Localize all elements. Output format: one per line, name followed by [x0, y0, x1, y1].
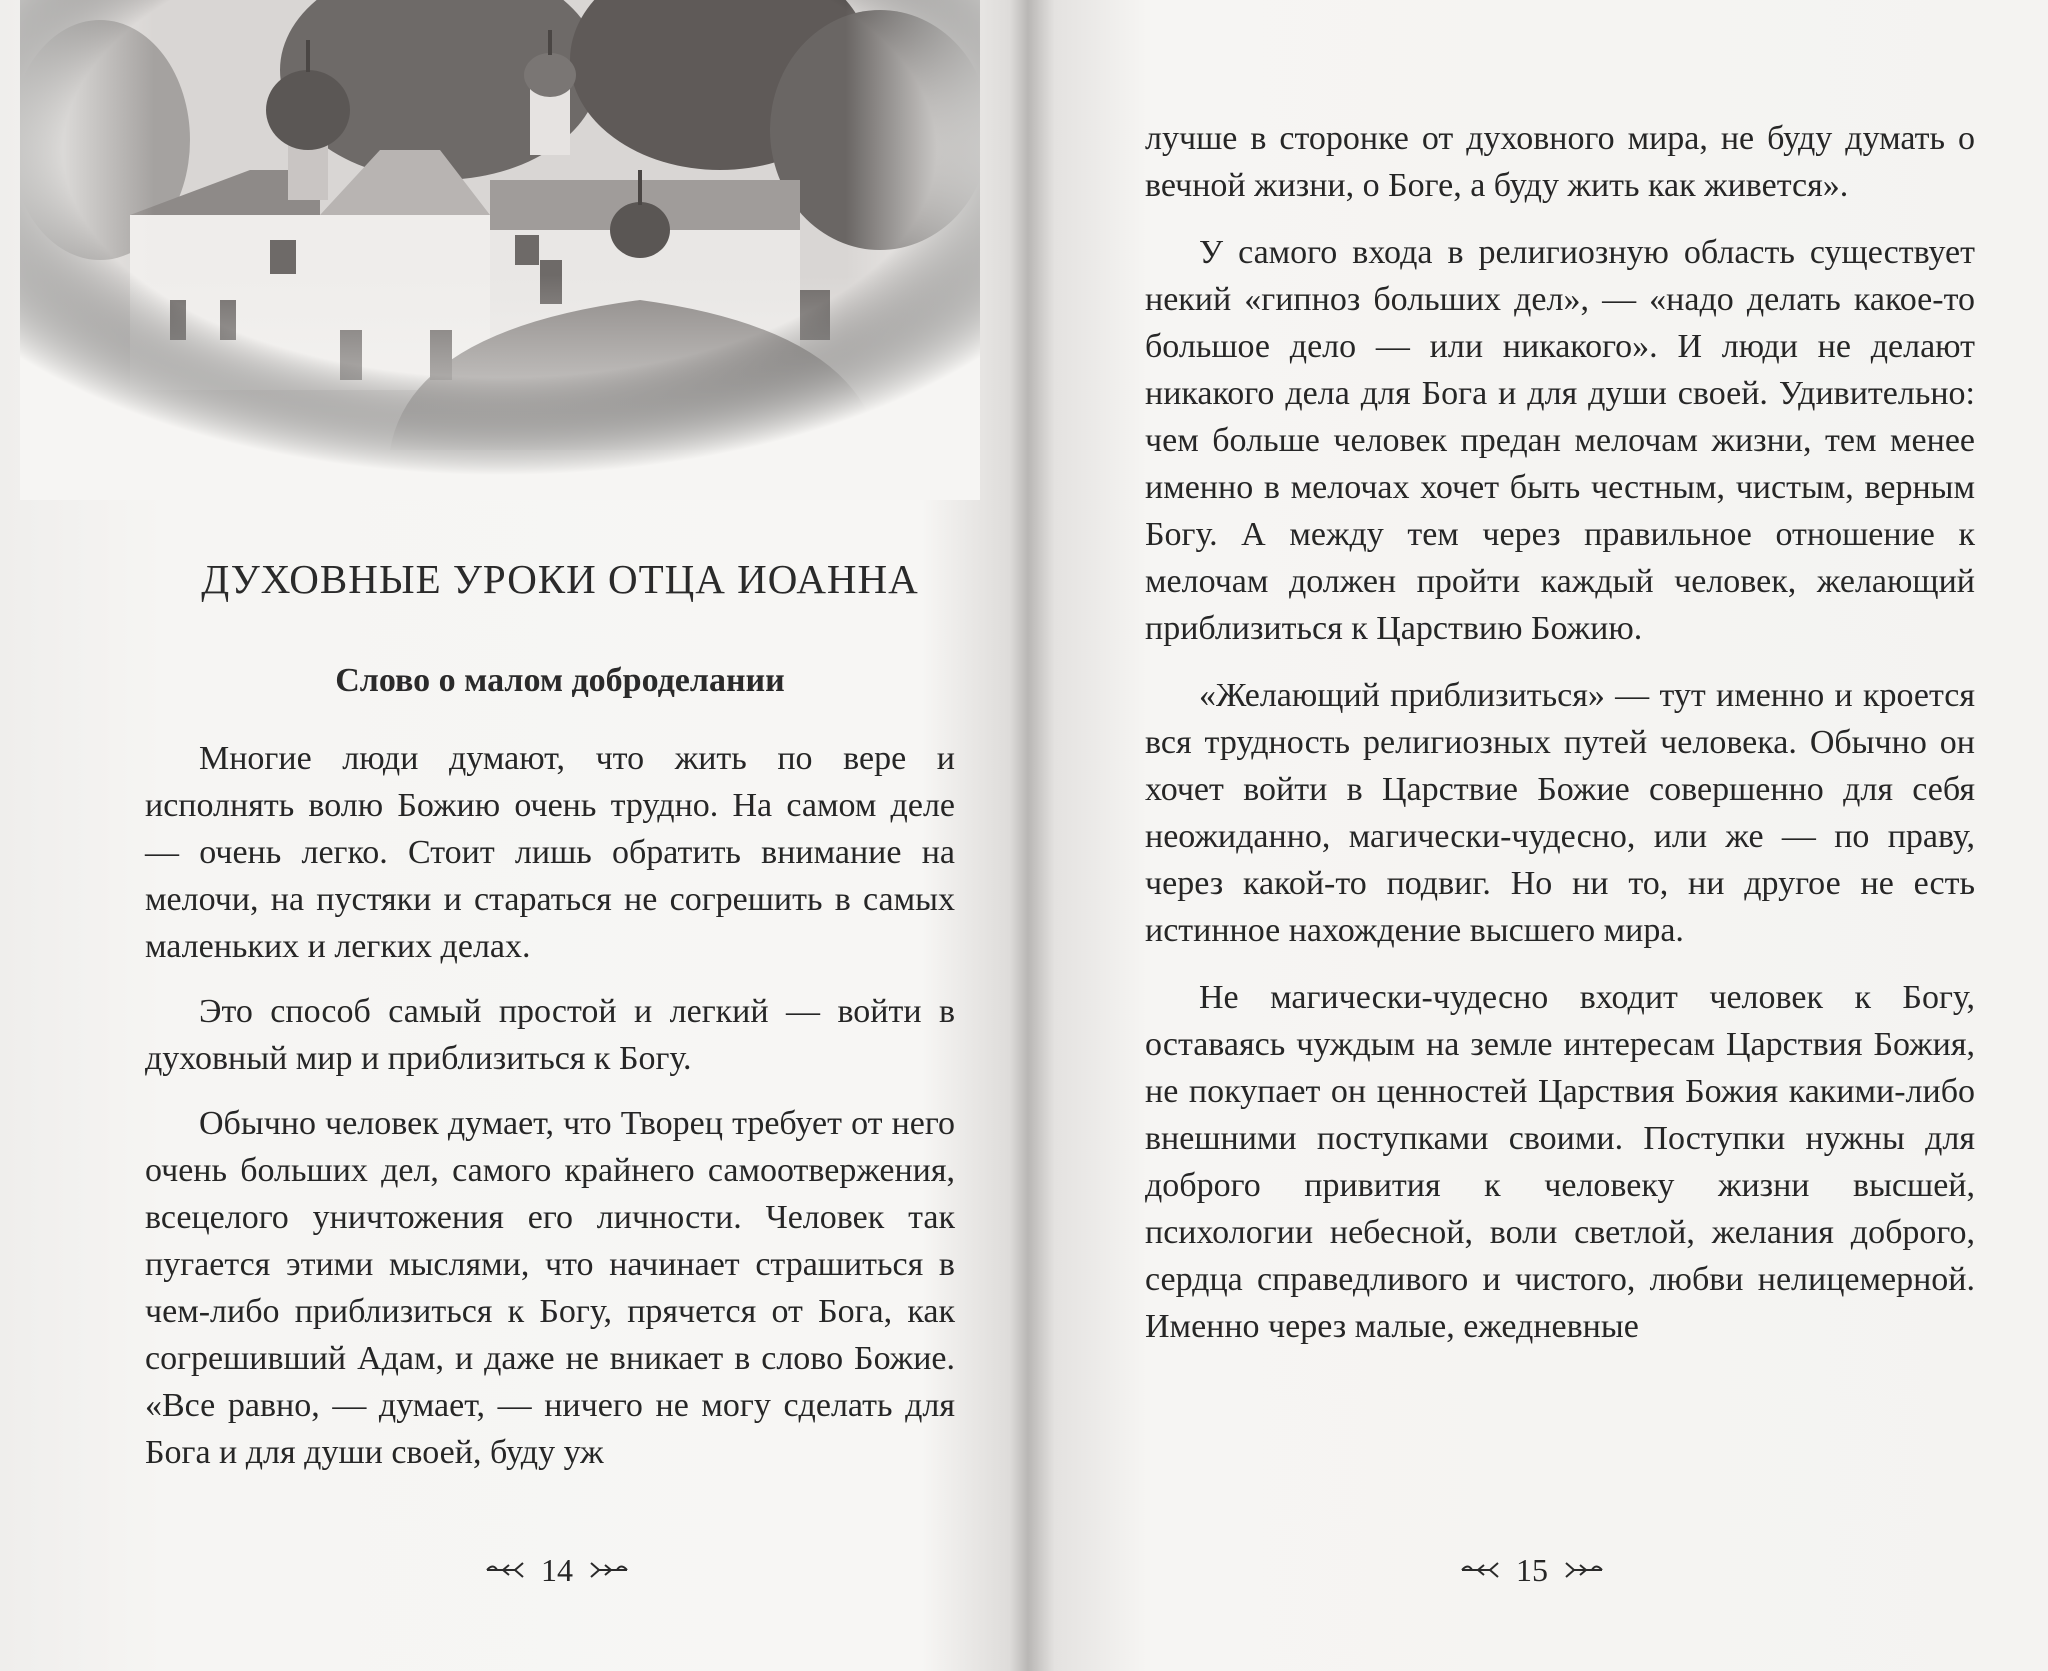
section-title: Слово о малом добpоделании	[335, 662, 785, 699]
paragraph: У самого входа в религиозную область существует некий «гипноз больших дел», — «надо делать какое-то большое дело — или никакого». И люди не делают никакого дела для Бога и для души своей. Удивительно: чем больше человек предан мелочам жизни, тем менее именно в мелочах хочет быть честным, чистым, верным Богу. А между тем через правильное отношение к мелочам должен пройти каждый человек, желающий приблизиться к Царствию Божию.	[1145, 234, 1975, 647]
monastery-photo	[20, 0, 980, 500]
paragraph: Это способ самый простой и легкий — войти в духовный мир и приблизиться к Богу.	[145, 993, 955, 1077]
page-number-text: 15	[1516, 1551, 1548, 1588]
paragraph: «Желающий приблизиться» — тут именно и кроется вся трудность религиозных путей человека. Обычно он хочет войти в Царствие Божие совершенно для себя неожиданно, магически-чудесно, или же — по праву, через какой-то подвиг. Но ни то, ни другое не есть истинное нахождение высшего мира.	[1145, 677, 1975, 949]
ornament-right-icon	[1560, 1559, 1604, 1581]
page-number-text: 14	[541, 1551, 573, 1588]
paragraph: Многие люди думают, что жить по вере и исполнять волю Божию очень трудно. На самом деле — очень легко. Стоит лишь обратить внимание на мелочи, на пустяки и стараться не согрешить в самых маленьких и легких делах.	[145, 740, 955, 965]
chapter-title: ДУХОВНЫЕ УРОКИ ОТЦА ИОАННА	[201, 556, 919, 602]
right-page-text	[1145, 115, 1975, 1370]
paragraph: Не магически-чудесно входит человек к Богу, оставаясь чуждым на земле интересам Царствия Божия, не покупает он ценностей Царствия Божия какими-либо внешними поступками своими. Поступки нужны для доброго привития к человеку жизни высшей, психологии небесной, воли светлой, желания доброго, сердца справедливого и чистого, любви нелицемерной. Именно через малые, ежедневные	[1145, 979, 1975, 1345]
ornament-left-icon	[485, 1559, 529, 1581]
paragraph: Обычно человек думает, что Творец требует от него очень больших дел, самого крайнего самоотвержения, всецелого уничтожения его личности. Человек так пугается этими мыслями, что начинает страшиться в чем-либо приблизиться к Богу, прячется от Бога, как согрешивший Адам, и даже не вникает в слово Божие. «Все равно, — думает, — ничего не могу сделать для Бога и для души своей, буду уж	[145, 1105, 955, 1471]
paragraph-continuation: лучше в сторонке от духовного мира, не буду думать о вечной жизни, о Боге, а буду жить как живется».	[1145, 120, 1975, 204]
page-number-right	[1460, 1548, 1604, 1592]
left-page-text	[145, 735, 955, 1494]
right-page	[1030, 0, 2048, 1671]
ornament-right-icon	[585, 1559, 629, 1581]
page-number-left	[485, 1548, 629, 1592]
ornament-left-icon	[1460, 1559, 1504, 1581]
